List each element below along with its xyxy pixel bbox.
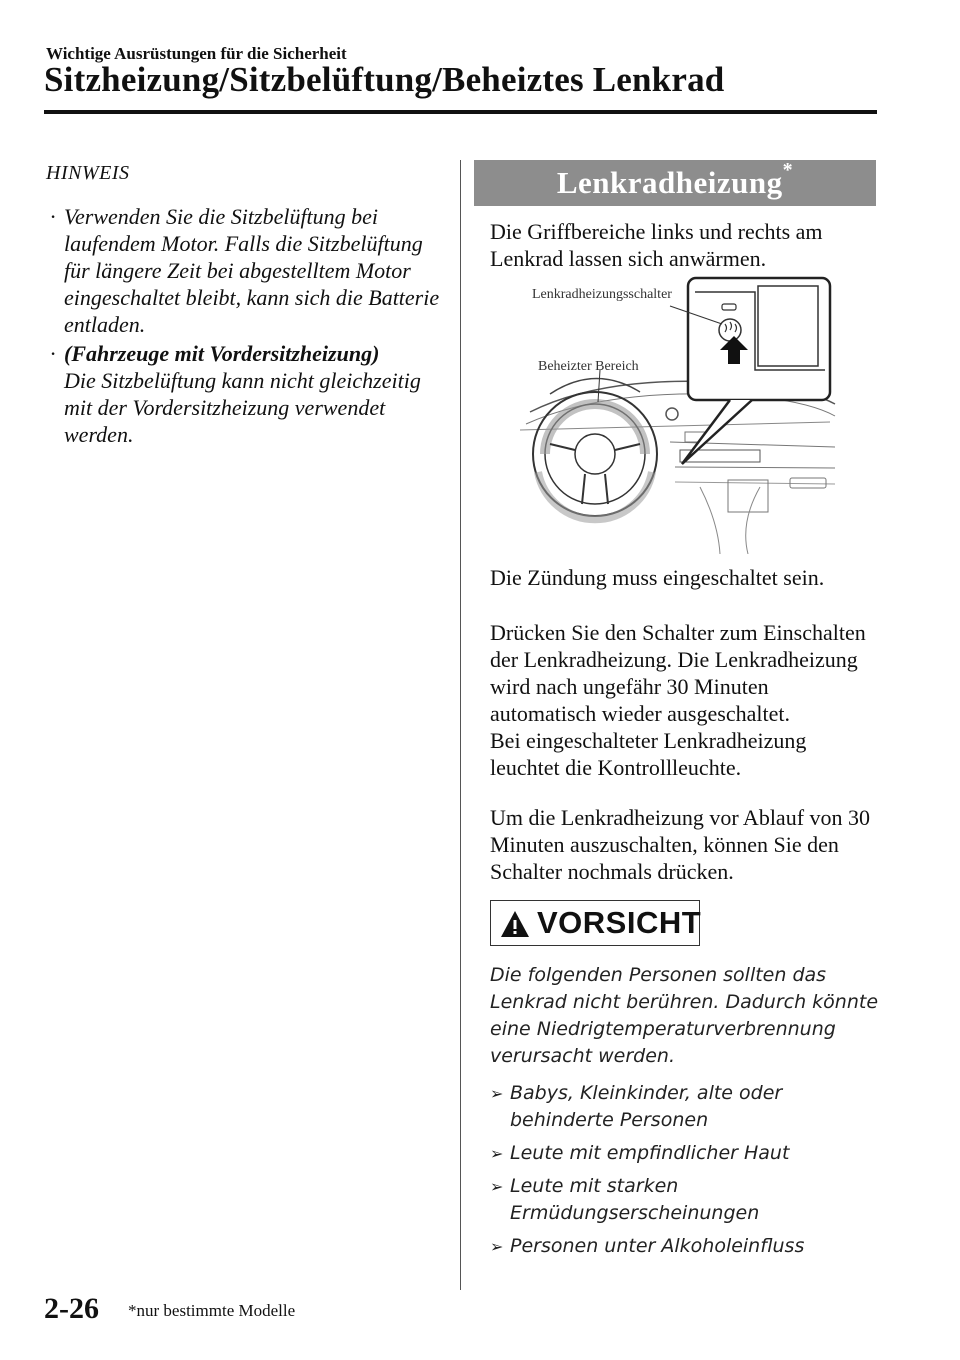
footnote: *nur bestimmte Modelle	[128, 1301, 296, 1320]
bullet: ·	[50, 204, 56, 229]
section-title: Lenkradheizung	[556, 165, 783, 200]
section-kicker: Wichtige Ausrüstungen für die Sicherheit	[46, 44, 347, 63]
list-item	[490, 1173, 880, 1227]
list-item-text: Personen unter Alkoholeinfluss	[510, 1235, 805, 1257]
model-mark: *	[782, 159, 794, 181]
header-rule	[44, 110, 877, 114]
note-heading: HINWEIS	[46, 162, 130, 184]
arrow-bullet-icon: ➢	[490, 1084, 504, 1103]
label-heating-switch: Lenkradheizungsschalter	[532, 287, 672, 302]
caution-text: Die folgenden Personen sollten das Lenkrad nicht berühren. Dadurch könnte eine Niedrigtemperaturverbrennung verursacht werden.	[490, 964, 879, 1067]
caution-label-box	[490, 900, 700, 946]
note-item-text: Verwenden Sie die Sitzbelüftung bei laufendem Motor. Falls die Sitzbelüftung für längere Zeit bei abgestelltem Motor eingeschaltet bleibt, kann sich die Batterie entladen.	[64, 204, 440, 337]
section-banner	[474, 160, 876, 206]
label-heated-area: Beheizter Bereich	[538, 359, 639, 374]
arrow-bullet-icon: ➢	[490, 1237, 504, 1256]
page-title: Sitzheizung/Sitzbelüftung/Beheiztes Lenkrad	[44, 60, 725, 99]
intro-paragraph: Die Griffbereiche links und rechts am Lenkrad lassen sich anwärmen.	[490, 219, 823, 271]
list-item	[490, 1080, 880, 1134]
note-item	[46, 203, 446, 338]
note-item	[46, 340, 446, 448]
arrow-bullet-icon: ➢	[490, 1144, 504, 1163]
caution-label: VORSICHT	[537, 905, 702, 940]
page-number: 2-26	[44, 1292, 99, 1325]
note-item-prefix: (Fahrzeuge mit Vordersitzheizung)	[64, 341, 380, 366]
paragraph-switch-on: Drücken Sie den Schalter zum Einschalten der Lenkradheizung. Die Lenkradheizung wird nach ungefähr 30 Minuten automatisch wieder ausgeschaltet.	[490, 620, 866, 726]
list-item	[490, 1140, 880, 1167]
list-item-text: Babys, Kleinkinder, alte oder behinderte Personen	[510, 1082, 783, 1131]
paragraph-ignition: Die Zündung muss eingeschaltet sein.	[490, 565, 825, 590]
arrow-bullet-icon: ➢	[490, 1177, 504, 1196]
paragraph-switch-off: Um die Lenkradheizung vor Ablauf von 30 Minuten auszuschalten, können Sie den Schalter nochmals drücken.	[490, 805, 871, 884]
caution-list	[490, 1080, 880, 1266]
steering-wheel-illustration	[490, 272, 840, 554]
list-item-text: Leute mit empfindlicher Haut	[510, 1142, 790, 1164]
note-item-text: Die Sitzbelüftung kann nicht gleichzeitig mit der Vordersitzheizung verwendet werden.	[64, 368, 421, 447]
column-divider	[460, 160, 461, 1290]
paragraph-indicator: Bei eingeschalteter Lenkradheizung leuchtet die Kontrollleuchte.	[490, 728, 807, 780]
warning-triangle-icon	[499, 909, 531, 939]
bullet: ·	[50, 341, 56, 366]
steering-wheel-figure	[490, 272, 840, 554]
note-block	[46, 160, 446, 450]
list-item	[490, 1233, 880, 1260]
list-item-text: Leute mit starken Ermüdungserscheinungen	[510, 1175, 760, 1224]
